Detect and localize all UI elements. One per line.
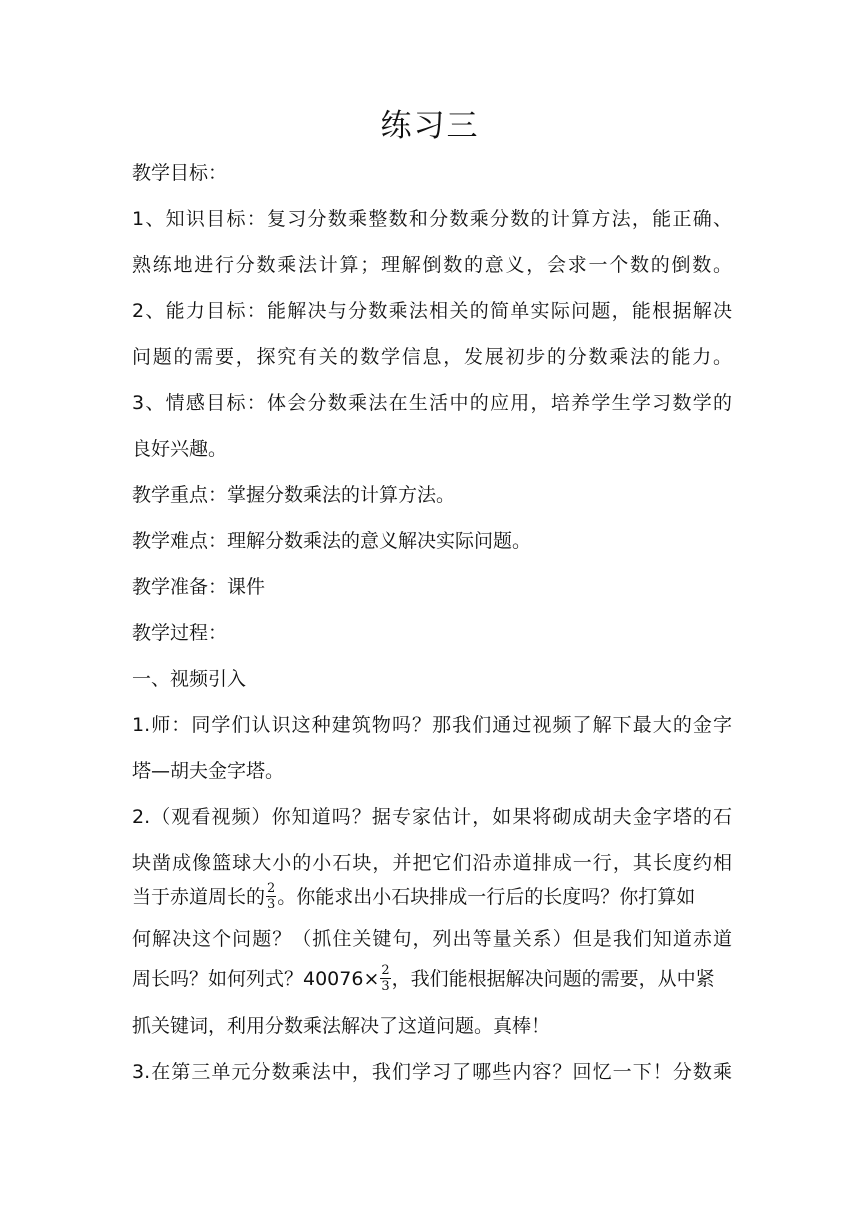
fraction-numerator: 2 xyxy=(381,963,390,978)
text-line: 抓关键词，利用分数乘法解决了这道问题。真棒！ xyxy=(132,1015,551,1037)
fraction-denominator: 3 xyxy=(267,897,276,912)
fraction xyxy=(380,963,390,994)
section-heading: 一、视频引入 xyxy=(132,668,247,690)
text-line-with-fraction xyxy=(132,955,732,1003)
preparation-line: 教学准备：课件 xyxy=(132,576,266,598)
page-title: 练习三 xyxy=(380,108,480,144)
text-line: 块凿成像篮球大小的小石块，并把它们沿赤道排成一行，其长度约相 xyxy=(132,852,732,874)
difficulties-line: 教学难点：理解分数乘法的意义解决实际问题。 xyxy=(132,530,532,552)
text-segment: 。你能求出小石块排成一行后的长度吗？你打算如 xyxy=(277,886,696,908)
text-line-with-fraction xyxy=(132,873,732,921)
key-points-line: 教学重点：掌握分数乘法的计算方法。 xyxy=(132,484,456,506)
process-heading: 教学过程： xyxy=(132,622,228,644)
teaching-goals-heading: 教学目标： xyxy=(132,162,228,184)
text-line: 2.（观看视频）你知道吗？据专家估计，如果将砌成胡夫金字塔的石 xyxy=(132,806,732,828)
text-line: 熟练地进行分数乘法计算；理解倒数的意义，会求一个数的倒数。 xyxy=(132,254,732,276)
text-line: 2、能力目标：能解决与分数乘法相关的简单实际问题，能根据解决 xyxy=(132,300,732,322)
text-segment: 当于赤道周长的 xyxy=(132,886,266,908)
text-line: 1.师：同学们认识这种建筑物吗？那我们通过视频了解下最大的金字 xyxy=(132,714,732,736)
text-segment: 周长吗？如何列式？40076× xyxy=(132,968,380,990)
text-line: 良好兴趣。 xyxy=(132,438,228,460)
text-line: 1、知识目标：复习分数乘整数和分数乘分数的计算方法，能正确、 xyxy=(132,208,732,230)
text-segment: ，我们能根据解决问题的需要，从中紧 xyxy=(391,968,715,990)
text-line: 3.在第三单元分数乘法中，我们学习了哪些内容？回忆一下！分数乘 xyxy=(132,1061,732,1083)
fraction-numerator: 2 xyxy=(267,881,276,896)
text-line: 问题的需要，探究有关的数学信息，发展初步的分数乘法的能力。 xyxy=(132,346,732,368)
text-line: 3、情感目标：体会分数乘法在生活中的应用，培养学生学习数学的 xyxy=(132,392,732,414)
text-line: 何解决这个问题？（抓住关键句，列出等量关系）但是我们知道赤道 xyxy=(132,928,732,950)
fraction xyxy=(266,881,276,912)
text-line: 塔—胡夫金字塔。 xyxy=(132,760,285,782)
fraction-denominator: 3 xyxy=(381,979,390,994)
